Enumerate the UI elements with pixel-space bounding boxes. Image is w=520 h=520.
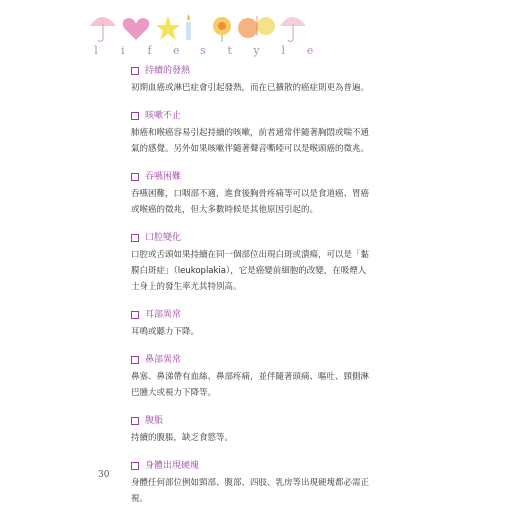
lifestyle-banner <box>88 10 318 58</box>
heading-text: 鼻部異常 <box>145 355 182 365</box>
banner-letter: e <box>306 44 314 57</box>
body-line: 膜白斑症」（leukoplakia），它是癌變前細胞的改變，在吸煙人 <box>131 266 367 276</box>
orange-icon <box>238 16 275 38</box>
star-icon <box>156 16 180 40</box>
heading-text: 吞嚥困難 <box>145 172 182 182</box>
flower-icon <box>213 17 231 42</box>
section-heading <box>131 231 403 245</box>
section-body <box>131 80 403 96</box>
bullet-square-icon <box>131 417 139 425</box>
section-heading <box>131 353 403 367</box>
bullet-square-icon <box>131 112 139 120</box>
body-line: 士身上的發生率尤其特別高。 <box>131 282 242 292</box>
lifestyle-icons <box>88 10 318 46</box>
umbrella-icon <box>90 17 116 42</box>
section-heading <box>131 109 403 123</box>
heading-text: 身體出現硬塊 <box>145 461 200 471</box>
bullet-square-icon <box>131 356 139 364</box>
body-line: 身體任何部位例如頸部、腹部、四肢、乳房等出現硬塊都必需正 <box>131 478 370 488</box>
page-number: 30 <box>98 470 110 480</box>
heading-text: 口腔變化 <box>145 233 182 243</box>
umbrella-icon-2 <box>280 17 306 42</box>
section-body <box>131 125 403 157</box>
body-line: 氣的感覺。另外如果咳嗽伴隨著聲音嘶啞可以是喉頭癌的徵兆。 <box>131 144 370 154</box>
section-ear <box>131 308 403 340</box>
section-body <box>131 186 403 218</box>
section-heading <box>131 414 403 428</box>
heading-text: 咳嗽不止 <box>145 111 182 121</box>
body-line: 初期血癌或淋巴症會引起發熱，而在已擴散的癌症則更為普遍。 <box>131 83 370 93</box>
bullet-square-icon <box>131 67 139 75</box>
banner-letter: y <box>253 44 260 57</box>
bullet-square-icon <box>131 311 139 319</box>
banner-letter: i <box>120 44 125 57</box>
section-body <box>131 475 403 507</box>
banner-letter: f <box>147 44 152 57</box>
lifestyle-letters <box>88 44 318 57</box>
section-nose <box>131 353 403 401</box>
section-body <box>131 247 403 295</box>
section-heading <box>131 64 403 78</box>
body-line: 視。 <box>131 494 149 504</box>
section-cough <box>131 109 403 157</box>
section-heading <box>131 308 403 322</box>
section-body <box>131 324 403 340</box>
section-heading <box>131 170 403 184</box>
body-line: 巴腫大或視力下降等。 <box>131 388 217 398</box>
section-bloating <box>131 414 403 446</box>
body-line: 吞嚥困難，口咽部不適，進食後胸骨疼痛等可以是食道癌、胃癌 <box>131 189 370 199</box>
section-heading <box>131 459 403 473</box>
bullet-square-icon <box>131 234 139 242</box>
body-line: 肺癌和喉癌容易引起持續的咳嗽，前者通常伴隨著胸悶或喘不通 <box>131 128 370 138</box>
body-line: 耳鳴或聽力下降。 <box>131 327 200 337</box>
heart-icon <box>123 18 150 40</box>
symptom-list <box>131 64 403 520</box>
body-line: 持續的腹脹，缺乏食慾等。 <box>131 433 234 443</box>
banner-letter: e <box>172 44 180 57</box>
body-line: 口腔或舌頭如果持續在同一個部位出現白斑或潰瘍，可以是「黏 <box>131 250 370 260</box>
body-line: 或喉癌的徵兆，但大多數時候是其他原因引起的。 <box>131 205 319 215</box>
section-body <box>131 369 403 401</box>
heading-text: 腹脹 <box>145 416 164 426</box>
candle-icon <box>186 14 191 40</box>
bullet-square-icon <box>131 462 139 470</box>
section-fever <box>131 64 403 96</box>
heading-text: 持續的發熱 <box>145 66 191 76</box>
bullet-square-icon <box>131 173 139 181</box>
banner-letter: s <box>200 44 206 57</box>
banner-letter: t <box>227 44 232 57</box>
heading-text: 耳部異常 <box>145 310 182 320</box>
banner-letter: l <box>281 44 286 57</box>
section-swallowing <box>131 170 403 218</box>
body-line: 鼻塞、鼻涕帶有血絲、鼻部疼痛，並伴隨著頭痛、嘔吐、頸側淋 <box>131 372 370 382</box>
section-oral <box>131 231 403 295</box>
banner-letter: l <box>94 44 98 57</box>
section-body <box>131 430 403 446</box>
